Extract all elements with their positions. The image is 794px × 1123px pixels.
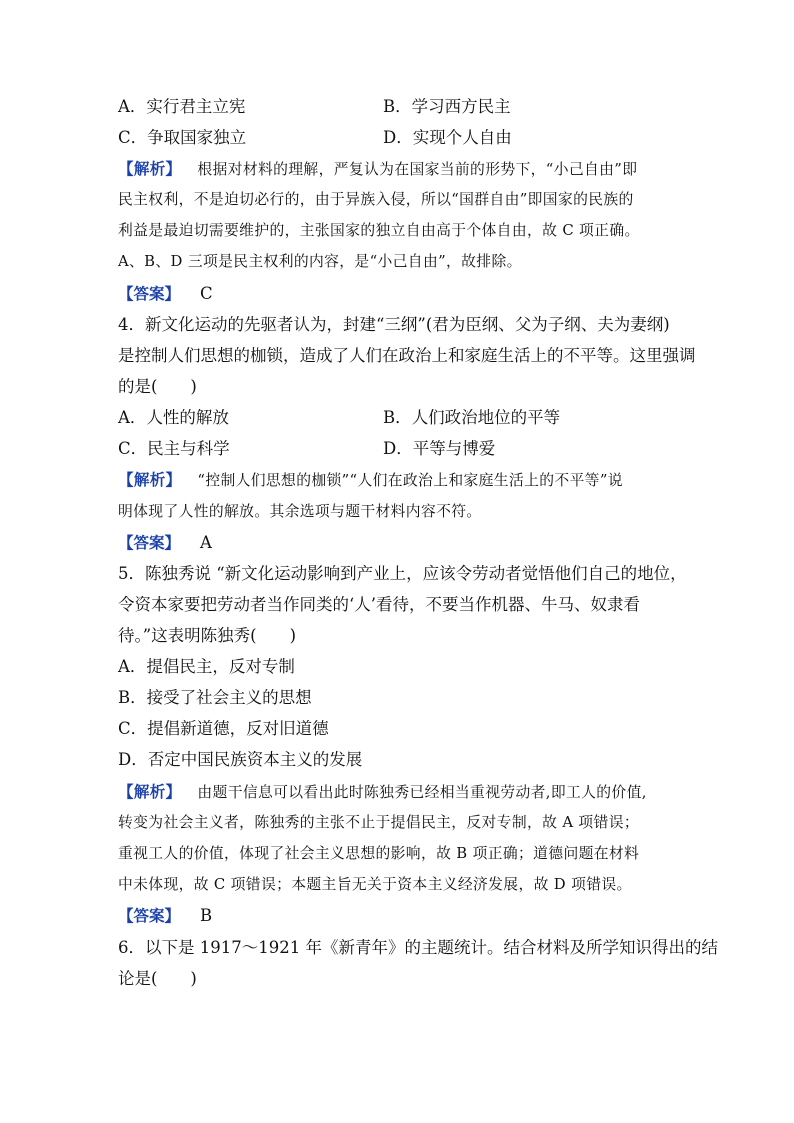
q5-stem-line-1: 5．陈独秀说 “新文化运动影响到产业上，应该令劳动者觉悟他们自己的地位， — [118, 564, 687, 583]
q3-option-a: A．实行君主立宪 — [118, 97, 246, 116]
q6-stem-line-1: 6．以下是 1917～1921 年《新青年》的主题统计。结合材料及所学知识得出的结 — [118, 938, 718, 957]
q5-stem-line-2: 令资本家要把劳动者当作同类的‘人’看待，不要当作机器、牛马、奴隶看 — [118, 595, 640, 614]
q5-option-b: B．接受了社会主义的思想 — [118, 688, 312, 707]
q5-analysis-text: 由题干信息可以看出此时陈独秀已经相当重视劳动者,即工人的价值, — [197, 784, 647, 801]
q4-option-d: D．平等与博爱 — [383, 439, 496, 458]
q3-analysis-label: 【解析】 — [118, 160, 182, 178]
q5-stem-line-3: 待。”这表明陈独秀( ) — [118, 626, 297, 645]
q4-option-a: A．人性的解放 — [118, 408, 229, 427]
q4-answer-label: 【答案】 — [118, 534, 181, 552]
q5-option-d: D．否定中国民族资本主义的发展 — [118, 750, 363, 769]
q5-answer-row — [118, 905, 678, 927]
q3-analysis-line-1 — [118, 158, 678, 181]
q3-answer-label: 【答案】 — [118, 285, 181, 303]
q4-analysis-line-2: 明体现了人性的解放。其余选项与题干材料内容不符。 — [118, 503, 482, 520]
q5-option-c: C．提倡新道德，反对旧道德 — [118, 719, 329, 738]
q4-answer-value: A — [200, 533, 212, 552]
q5-analysis-line-3: 重视工人的价值，体现了社会主义思想的影响，故 B 项正确；道德问题在材料 — [118, 845, 640, 862]
q5-analysis-line-1 — [118, 781, 678, 804]
q5-answer-label: 【答案】 — [118, 907, 181, 925]
q5-analysis-line-2: 转变为社会主义者，陈独秀的主张不止于提倡民主，反对专制，故 A 项错误； — [118, 814, 639, 831]
q3-analysis-line-4: A、B、D 三项是民主权利的内容，是“小己自由”，故排除。 — [118, 253, 522, 270]
q4-analysis-text: “控制人们思想的枷锁”“人们在政治上和家庭生活上的不平等”说 — [197, 472, 623, 489]
q3-analysis-line-2: 民主权利，不是迫切必行的，由于异族入侵，所以“国群自由”即国家的民族的 — [118, 191, 634, 208]
q4-stem-line-2: 是控制人们思想的枷锁，造成了人们在政治上和家庭生活上的不平等。这里强调 — [118, 346, 696, 365]
q3-analysis-line-3: 利益是最迫切需要维护的，主张国家的独立自由高于个体自由，故 C 项正确。 — [118, 222, 640, 239]
q4-analysis-line-1 — [118, 469, 678, 492]
q4-option-b: B．人们政治地位的平等 — [383, 408, 561, 427]
q4-option-c: C．民主与科学 — [118, 439, 230, 458]
q6-stem-line-2: 论是( ) — [118, 969, 197, 988]
q5-analysis-line-4: 中未体现，故 C 项错误；本题主旨无关于资本主义经济发展，故 D 项错误。 — [118, 876, 632, 893]
q5-analysis-label: 【解析】 — [118, 783, 182, 801]
q3-option-c: C．争取国家独立 — [118, 128, 247, 147]
q4-stem-line-3: 的是( ) — [118, 377, 197, 396]
q4-stem-line-1: 4．新文化运动的先驱者认为，封建“三纲”(君为臣纲、父为子纲、夫为妻纲) — [118, 315, 670, 334]
q5-answer-value: B — [200, 906, 213, 925]
q5-option-a: A．提倡民主，反对专制 — [118, 657, 295, 676]
q3-answer-value: C — [200, 284, 213, 303]
q3-answer-row — [118, 283, 678, 305]
q3-analysis-text: 根据对材料的理解，严复认为在国家当前的形势下，“小己自由”即 — [197, 161, 638, 178]
q3-option-b: B．学习西方民主 — [383, 97, 511, 116]
q4-answer-row — [118, 532, 678, 554]
q4-analysis-label: 【解析】 — [118, 471, 182, 489]
q3-option-d: D．实现个人自由 — [383, 128, 512, 147]
